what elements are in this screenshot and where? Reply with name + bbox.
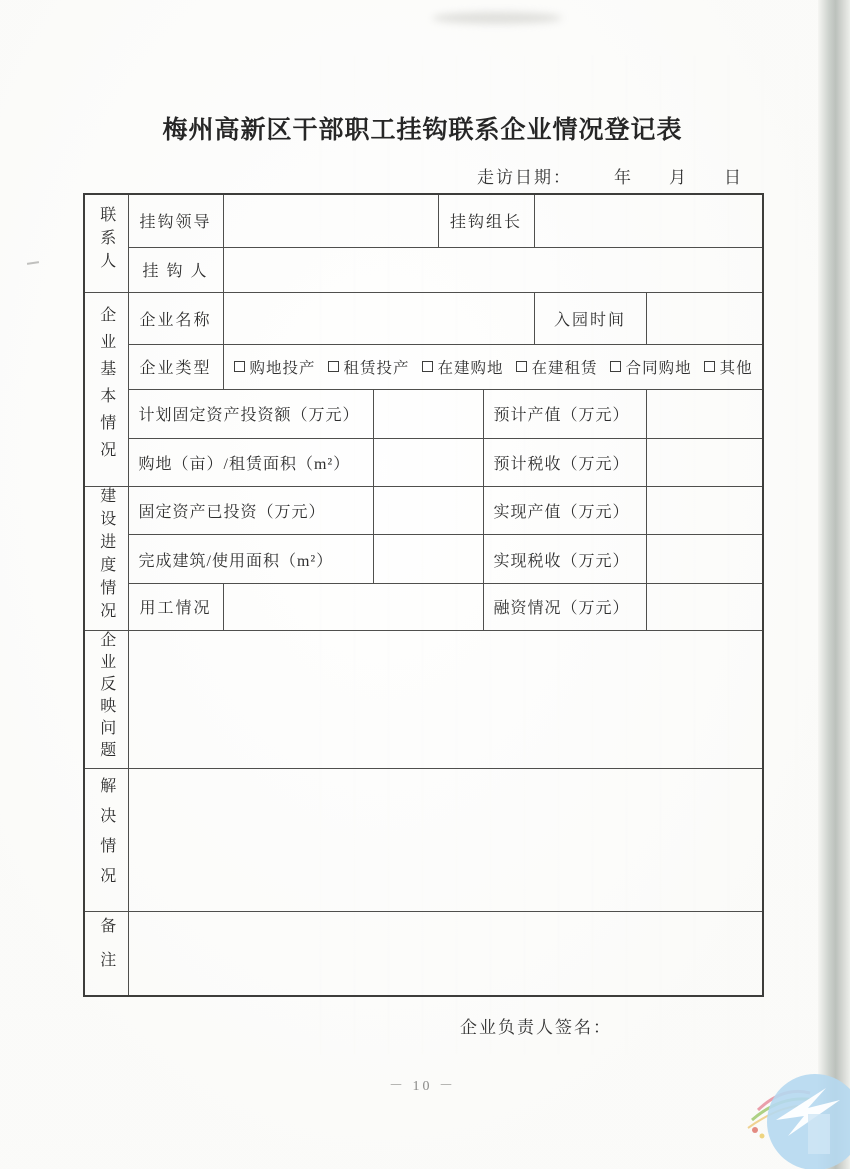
checkbox-icon xyxy=(704,361,715,372)
group-remarks: 备注 xyxy=(97,916,115,985)
expected-tax-label: 预计税收（万元） xyxy=(483,438,646,486)
enterprise-type-checkbox[interactable] xyxy=(234,356,316,378)
enterprise-type-checkbox[interactable] xyxy=(328,356,410,378)
visit-date-day-label: 日 xyxy=(724,168,743,187)
realized-tax-label: 实现税收（万元） xyxy=(483,535,646,584)
scan-smudge xyxy=(432,12,562,24)
visit-date-month-label: 月 xyxy=(669,168,688,187)
visit-date-line xyxy=(477,163,757,188)
linked-leader-label: 挂钩领导 xyxy=(128,194,223,247)
remarks-value[interactable] xyxy=(128,911,763,996)
checkbox-label: 购地投产 xyxy=(249,359,316,377)
enterprise-name-label: 企业名称 xyxy=(128,292,223,344)
enterprise-type-options xyxy=(224,356,763,378)
group-basic-info: 企业基本情况 xyxy=(97,305,115,468)
enterprise-type-checkbox[interactable] xyxy=(704,356,753,378)
park-entry-time-label: 入园时间 xyxy=(534,292,646,344)
group-contact-person: 联系人 xyxy=(97,206,115,276)
checkbox-icon xyxy=(610,361,621,372)
linked-group-leader-label: 挂钩组长 xyxy=(438,194,534,247)
group-construction-progress: 建设进度情况 xyxy=(97,486,115,625)
checkbox-icon xyxy=(234,361,245,372)
completed-area-value[interactable] xyxy=(373,535,483,584)
expected-tax-value[interactable] xyxy=(646,438,763,486)
planned-investment-value[interactable] xyxy=(373,389,483,438)
checkbox-label: 合同购地 xyxy=(625,359,692,377)
group-solution: 解决情况 xyxy=(97,777,115,897)
visit-date-label: 走访日期： xyxy=(477,168,572,187)
scan-artifact xyxy=(27,261,39,265)
checkbox-label: 在建购地 xyxy=(437,359,504,377)
invested-value[interactable] xyxy=(373,486,483,535)
linked-group-leader-value[interactable] xyxy=(534,194,763,247)
employment-label: 用工情况 xyxy=(128,583,223,630)
expected-output-value[interactable] xyxy=(646,389,763,438)
page-number: － 10 － xyxy=(389,1079,456,1094)
checkbox-icon xyxy=(328,361,339,372)
problems-value[interactable] xyxy=(128,630,763,768)
signature-label: 企业负责人签名： xyxy=(460,1018,612,1037)
financing-value[interactable] xyxy=(646,583,763,630)
land-area-label: 购地（亩）/租赁面积（m²） xyxy=(128,438,373,486)
visit-date-year-label: 年 xyxy=(614,168,633,187)
employment-value[interactable] xyxy=(223,583,483,630)
linked-leader-value[interactable] xyxy=(223,194,438,247)
checkbox-icon xyxy=(422,361,433,372)
registration-form-table xyxy=(83,193,764,997)
linked-person-value[interactable] xyxy=(223,247,763,292)
invested-label: 固定资产已投资（万元） xyxy=(128,486,373,535)
enterprise-type-label: 企业类型 xyxy=(128,344,223,389)
enterprise-type-checkbox[interactable] xyxy=(610,356,692,378)
checkbox-label: 租赁投产 xyxy=(343,359,410,377)
checkbox-label: 其他 xyxy=(719,359,753,377)
enterprise-type-checkbox[interactable] xyxy=(422,356,504,378)
realized-tax-value[interactable] xyxy=(646,535,763,584)
completed-area-label: 完成建筑/使用面积（m²） xyxy=(128,535,373,584)
financing-label: 融资情况（万元） xyxy=(483,583,646,630)
checkbox-icon xyxy=(516,361,527,372)
park-entry-time-value[interactable] xyxy=(646,292,763,344)
planned-investment-label: 计划固定资产投资额（万元） xyxy=(128,389,373,438)
group-problems: 企业反映问题 xyxy=(97,630,115,763)
scan-edge-shadow xyxy=(818,0,850,1169)
solution-value[interactable] xyxy=(128,768,763,911)
linked-person-label: 挂 钩 人 xyxy=(128,247,223,292)
enterprise-name-value[interactable] xyxy=(223,292,534,344)
realized-output-label: 实现产值（万元） xyxy=(483,486,646,535)
page-title: 梅州高新区干部职工挂钩联系企业情况登记表 xyxy=(162,116,683,144)
enterprise-type-checkbox[interactable] xyxy=(516,356,598,378)
checkbox-label: 在建租赁 xyxy=(531,359,598,377)
land-area-value[interactable] xyxy=(373,438,483,486)
realized-output-value[interactable] xyxy=(646,486,763,535)
expected-output-label: 预计产值（万元） xyxy=(483,389,646,438)
